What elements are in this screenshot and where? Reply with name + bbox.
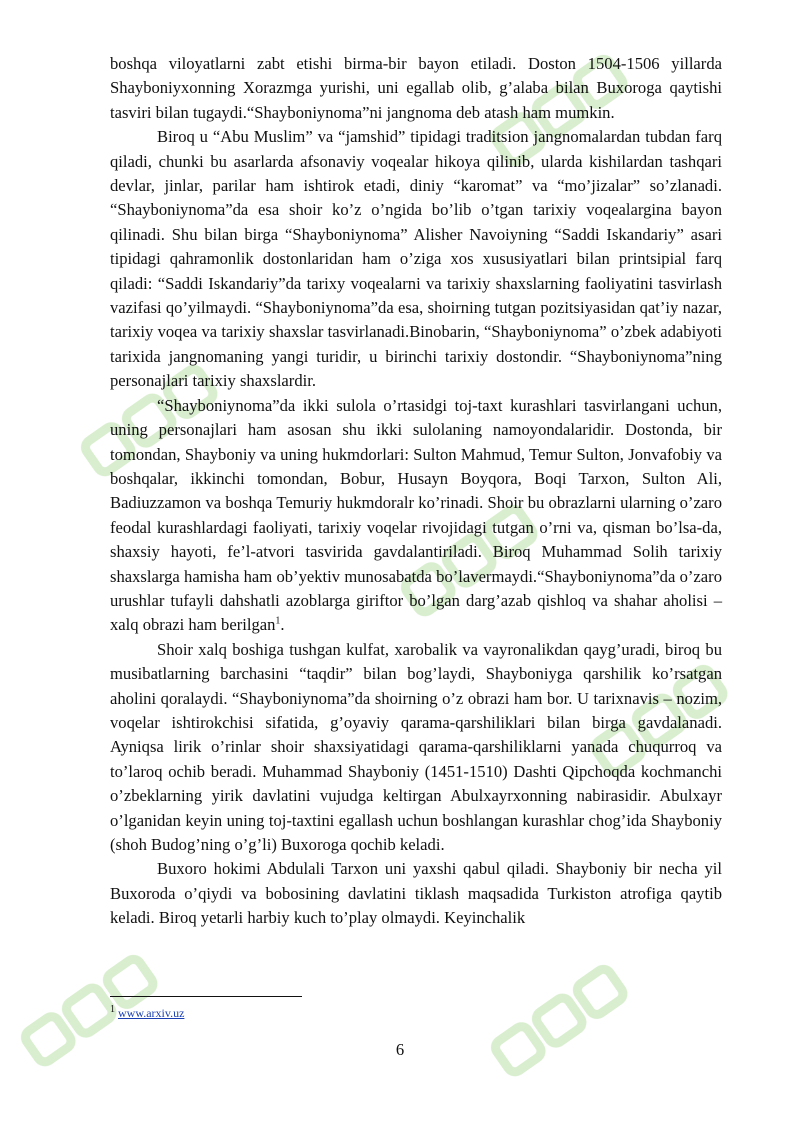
watermark-bar: [63, 985, 115, 1036]
footnote-reference[interactable]: 1: [275, 615, 281, 627]
footnote-link[interactable]: www.arxiv.uz: [118, 1006, 185, 1020]
page-number: 6: [395, 1040, 405, 1059]
paragraph-1: boshqa viloyatlarni zabt etishi birma-bir bayon etiladi. Doston 1504-1506 yillarda Shayboniyxonning Xorazmga yurishi, uni egallab olib, g’alaba bilan Buxoroga qaytishi tasviri bilan tugaydi.“Shayboniynoma”ni jangnoma deb atash ham mumkin.: [110, 54, 722, 122]
footnote: [110, 1006, 184, 1020]
footnote-divider: [110, 996, 302, 997]
watermark-bar: [104, 956, 156, 1007]
paragraph-5: Buxoro hokimi Abdulali Tarxon uni yaxshi qabul qiladi. Shayboniy bir necha yil Buxoroda o’qiydi va bobosining davlatini tiklash maqsadida Turkiston atrofiga qaytib keladi. Biroq yetarli harbiy kuch to’play olmaydi. Keyinchalik: [110, 859, 722, 928]
paragraph-2: Biroq u “Abu Muslim” va “jamshid” tipidagi traditsion jangnomalardan tubdan farq qiladi, chunki bu asarlarda afsonaviy voqealar hikoya qilinib, ularda kishilardan tashqari devlar, jinlar, parilar ham ishtirok etadi, diniy “karomat” va “mo’jizalar” so’zlanadi. “Shayboniynoma”da esa shoir ko’z o’ngida bo’lib o’tgan tarixiy voqealargina bayon qilinadi. Shu bilan birga “Shayboniynoma” Alisher Navoiyning “Saddi Iskandariy” asari tipidagi qahramonlik dostonlaridan ham o’ziga xos xususiyatlari bilan printsipial farq qiladi: “Saddi Iskandariy”da tarixy voqealarni va tarixiy shaxslarning faoliyatini tasvirlash vazifasi qo’yilmaydi. “Shayboniynoma”da esa, shoirning tutgan pozitsiyasidan qat’iy nazar, tarixiy voqea va tarixiy shaxslar tasvirlanadi.Binobarin, “Shayboniynoma” o’zbek adabiyoti tarixida jangnomaning yangi turidir, u birinchi tarixiy dostondir. “Shayboniynoma”ning personajlari tarixiy shaxslardir.: [110, 127, 722, 391]
footnote-number: 1: [110, 1004, 115, 1015]
page-body: [110, 52, 722, 931]
paragraph-3-text: “Shayboniynoma”da ikki sulola o’rtasidgi toj-taxt kurashlari tasvirlangani uchun, uning personajlari ham asosan shu ikki sulolaning namoyondalaridir. Dostonda, bir tomondan, Shayboniy va uning hukmdorlari: Sulton Mahmud, Temur Sulton, Jonvafobiy va boshqalar, ikkinchi tomondan, Bobur, Husayn Boyqora, Boqi Tarxon, Sulton Ali, Badiuzzamon va boshqa Temuriy hukmdoralr ko’rinadi. Shoir bu obrazlarni ularning o’zaro feodal kurashlardagi faoliyati, tarixiy voqelar rivojidagi tutgan o’rni va, qisman bo’lsa-da, shaxsiy hayoti, fe’l-atvori tasvirida gavdalantiriladi. Biroq Muhammad Solih tarixiy shaxslarga hamisha ham ob’yektiv munosabatda bo’lavermaydi.“Shayboniynoma”da o’zaro urushlar tufayli dahshatli azoblarga giriftor bo’lgan darg’azab qishloq va shahar aholisi – xalq obrazi ham berilgan: [110, 395, 722, 635]
paragraph-4: Shoir xalq boshiga tushgan kulfat, xarobalik va vayronalikdan qayg’uradi, biroq bu musibatlarning barchasini “taqdir” bilan bog’laydi, Shayboniyga qarshilik ko’rsatgan aholini qoralaydi. “Shayboniynoma”da shoirning o’z obrazi ham bor. U tarixnavis – nozim, voqelar ishtirokchisi sifatida, g’oyaviy qarama-qarshiliklari bilan birga gavdalanadi. Ayniqsa lirik o’rinlar shoir shaxsiyatidagi qarama-qarshiliklarni yanada chuqurroq va to’laroq ochib beradi. Muhammad Shayboniy (1451-1510) Dashti Qipchoqda kochmanchi o’zbeklarning yirik davlatini vujudga keltirgan Abulxayrxonning nabirasidir. Abulxayr o’lganidan keyin uning toj-taxtini egallash uchun boshlangan kurashlar chog’ida Shayboniy (shoh Budog’ning o’g’li) Buxoroga qochib keladi.: [110, 639, 722, 854]
watermark-bar: [533, 995, 585, 1046]
watermark-bar: [574, 966, 626, 1017]
paragraph-3: “Shayboniynoma”da ikki sulola o’rtasidgi toj-taxt kurashlari tasvirlangani uchun, uning personajlari ham asosan shu ikki sulolaning namoyondalaridir. Dostonda, bir tomondan, Shayboniy va uning hukmdorlari: Sulton Mahmud, Temur Sulton, Jonvafobiy va boshqalar, ikkinchi tomondan, Bobur, Husayn Boyqora, Boqi Tarxon, Sulton Ali, Badiuzzamon va boshqa Temuriy hukmdoralr ko’rinadi. Shoir bu obrazlarni ularning o’zaro feodal kurashlardagi faoliyati, tarixiy voqelar rivojidagi tutgan o’rni va, qisman bo’lsa-da, shaxsiy hayoti, fe’l-atvori tasvirida gavdalantiriladi. Biroq Muhammad Solih tarixiy shaxslarga hamisha ham ob’yektiv munosabatda bo’lavermaydi.“Shayboniynoma”da o’zaro urushlar tufayli dahshatli azoblarga giriftor bo’lgan darg’azab qishloq va shahar aholisi – xalq obrazi ham berilgan$^1$.: [110, 395, 722, 635]
